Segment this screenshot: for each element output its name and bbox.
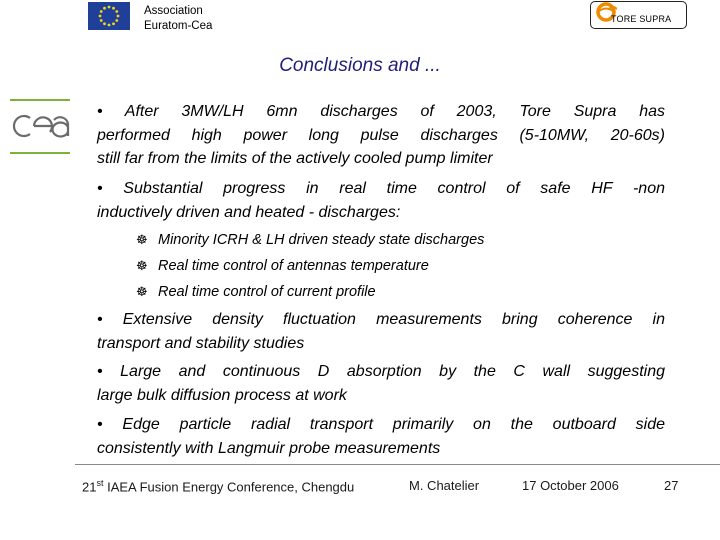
bullet-line: consistently with Langmuir probe measurements bbox=[97, 439, 441, 457]
bullet-line: large bulk diffusion process at work bbox=[97, 386, 347, 404]
footer-date: 17 October 2006 bbox=[522, 478, 619, 493]
bullet-5 bbox=[97, 413, 665, 460]
bullet-line: performed high power long pulse discharges (5-10MW, 20-60s) bbox=[97, 126, 665, 144]
association-line1: Association bbox=[144, 5, 203, 17]
association-line2: Euratom-Cea bbox=[144, 20, 213, 32]
sub-bullet-item bbox=[136, 279, 484, 305]
sub-bullet-text: Real time control of current profile bbox=[158, 284, 376, 300]
bullet-4 bbox=[97, 360, 665, 407]
bullet-2 bbox=[97, 177, 665, 224]
slide-title: Conclusions and ... bbox=[279, 55, 441, 76]
bullet-1 bbox=[97, 100, 665, 171]
bullet-line: still far from the limits of the actively cooled pump limiter bbox=[97, 150, 493, 167]
tore-supra-label: TORE SUPRA bbox=[611, 14, 672, 24]
tore-supra-logo bbox=[590, 1, 687, 29]
conference-number-suffix: st bbox=[96, 478, 104, 488]
footer-divider bbox=[75, 464, 720, 465]
wheel-bullet-icon: ☸ bbox=[136, 232, 148, 247]
sub-bullet-text: Minority ICRH & LH driven steady state discharges bbox=[158, 232, 485, 248]
bullet-3 bbox=[97, 308, 665, 355]
bullet-line: transport and stability studies bbox=[97, 334, 305, 352]
footer-conference bbox=[82, 478, 354, 494]
wheel-bullet-icon: ☸ bbox=[136, 284, 148, 299]
bullet-line: • After 3MW/LH 6mn discharges of 2003, Tore Supra has bbox=[97, 103, 665, 120]
bullet-line: inductively driven and heated - discharges: bbox=[97, 203, 401, 221]
conference-name: IAEA Fusion Energy Conference, Chengdu bbox=[103, 479, 355, 495]
sub-bullet-text: Real time control of antennas temperature bbox=[158, 258, 429, 274]
bullet-line: • Edge particle radial transport primarily on the outboard side bbox=[97, 416, 665, 433]
bullet-line: • Extensive density fluctuation measurements bring coherence in bbox=[97, 311, 665, 328]
sub-bullet-item bbox=[136, 253, 484, 279]
bullet-line: • Substantial progress in real time control of safe HF -non bbox=[97, 180, 665, 197]
wheel-bullet-icon: ☸ bbox=[136, 258, 148, 273]
eu-flag-logo bbox=[88, 2, 130, 30]
sub-bullet-item bbox=[136, 227, 484, 253]
sub-bullet-list bbox=[136, 227, 484, 305]
association-label bbox=[144, 4, 212, 34]
bullet-line: • Large and continuous D absorption by the C wall suggesting bbox=[97, 363, 665, 380]
footer-author: M. Chatelier bbox=[409, 478, 480, 493]
cea-logo bbox=[10, 96, 72, 158]
page-number: 27 bbox=[664, 478, 679, 493]
conference-number: 21 bbox=[82, 479, 97, 495]
